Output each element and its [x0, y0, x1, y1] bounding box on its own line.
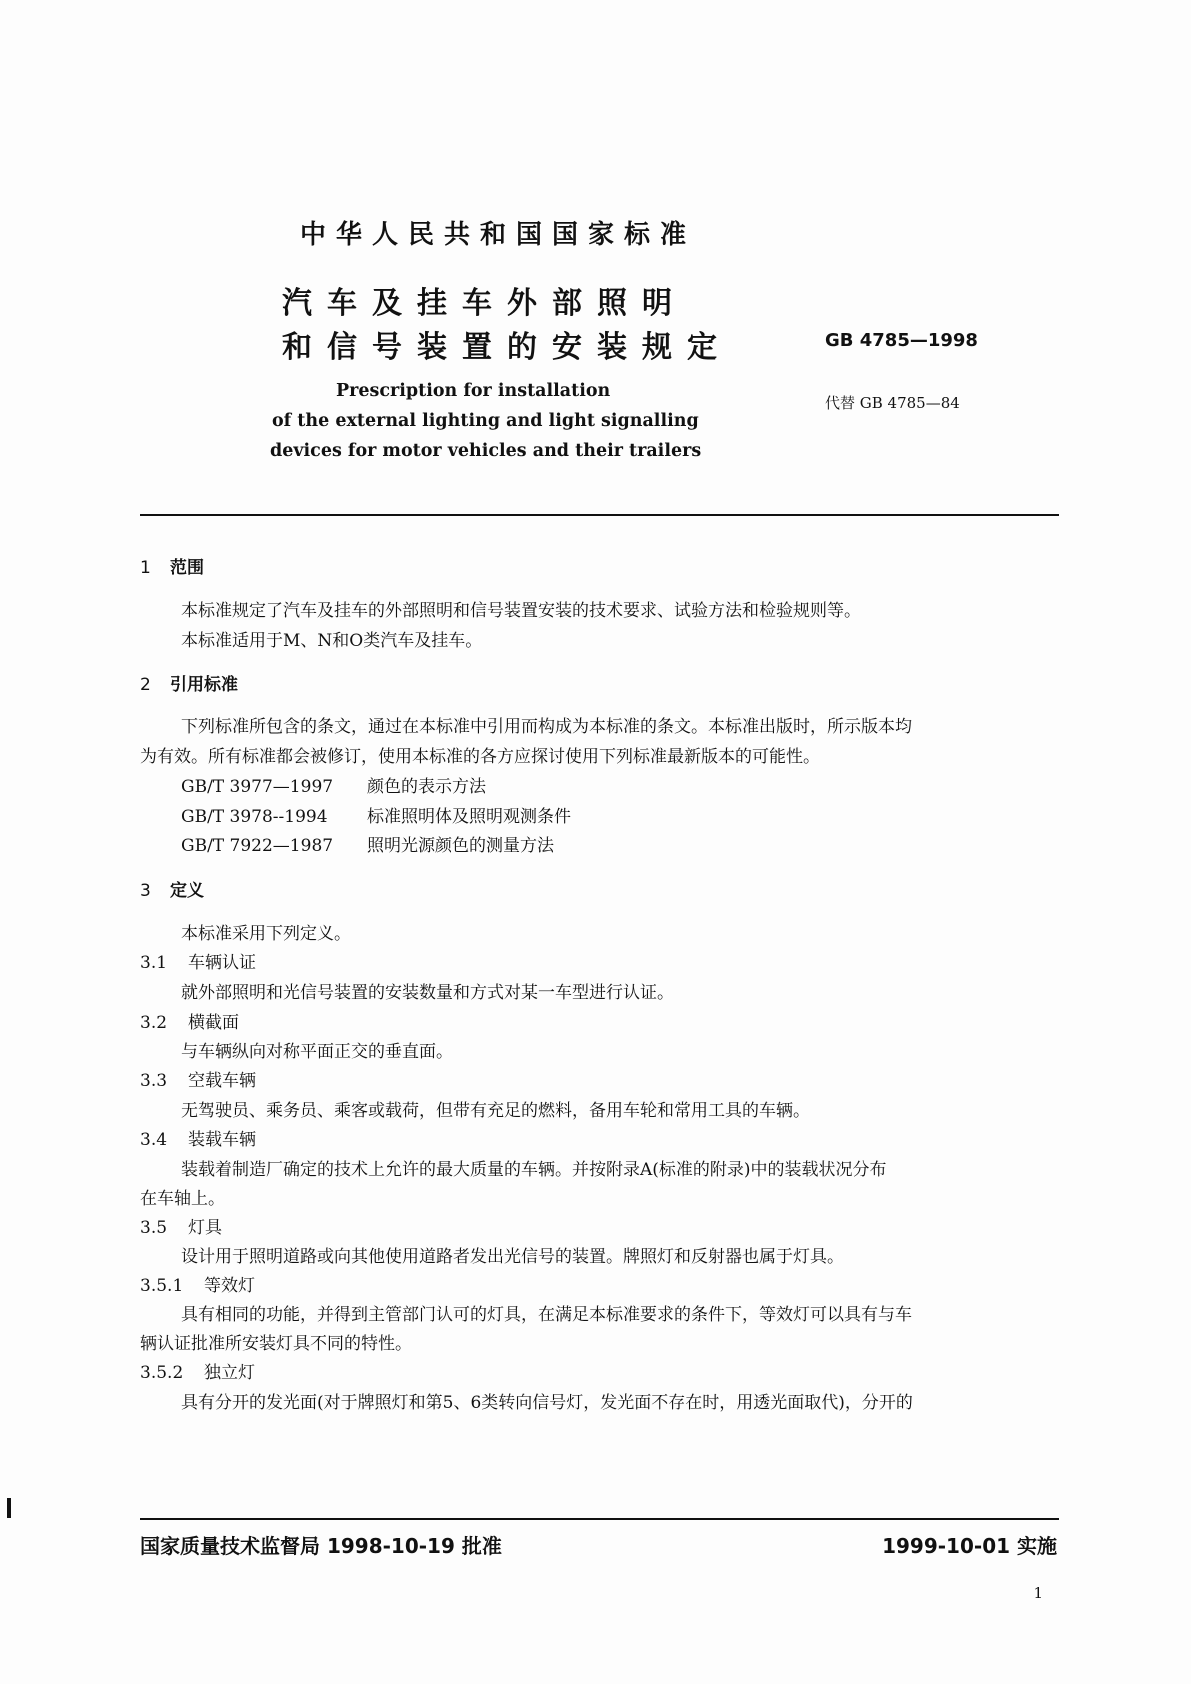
clause-heading: [140, 1271, 255, 1296]
clause-text: 设计用于照明道路或向其他使用道路者发出光信号的装置。牌照灯和反射器也属于灯具。: [181, 1247, 844, 1267]
section-title: 定义: [170, 881, 204, 901]
section-number: 2: [140, 675, 151, 695]
reference-item: [181, 772, 486, 797]
clause-title: 空载车辆: [188, 1071, 256, 1091]
page-number: 1: [1033, 1584, 1043, 1602]
paragraph: 下列标准所包含的条文，通过在本标准中引用而构成为本标准的条文。本标准出版时，所示版本均: [181, 717, 912, 737]
reference-item: [181, 831, 554, 856]
clause-number: 3.4: [140, 1130, 168, 1150]
clause-text: 具有分开的发光面(对于牌照灯和第5、6类转向信号灯，发光面不存在时，用透光面取代)，分开的: [181, 1393, 913, 1413]
clause-heading: [140, 1066, 256, 1091]
chinese-title-line-2: 和信号装置的安装规定: [282, 330, 732, 365]
reference-title: 照明光源颜色的测量方法: [367, 836, 554, 856]
clause-title: 车辆认证: [188, 953, 256, 973]
chinese-title-line-1: 汽车及挂车外部照明: [282, 286, 687, 321]
clause-title: 等效灯: [204, 1276, 255, 1296]
header-divider: [140, 514, 1059, 516]
clause-text: 就外部照明和光信号装置的安装数量和方式对某一车型进行认证。: [181, 983, 674, 1003]
scan-margin-mark: [7, 1498, 11, 1518]
clause-number: 3.3: [140, 1071, 168, 1091]
clause-text: 无驾驶员、乘务员、乘客或载荷，但带有充足的燃料，备用车轮和常用工具的车辆。: [181, 1101, 810, 1121]
section-title: 范围: [170, 558, 204, 578]
country-standard-heading: 中华人民共和国国家标准: [300, 220, 697, 250]
reference-title: 标准照明体及照明观测条件: [367, 807, 571, 827]
reference-code: GB/T 3977—1997: [181, 777, 334, 797]
clause-number: 3.5: [140, 1218, 168, 1238]
section-title: 引用标准: [170, 675, 238, 695]
effective-date: 1999-10-01 实施: [882, 1534, 1057, 1558]
standard-code: GB 4785—1998: [825, 330, 978, 351]
paragraph-continuation: 为有效。所有标准都会被修订，使用本标准的各方应探讨使用下列标准最新版本的可能性。: [140, 747, 820, 767]
footer-divider: [140, 1518, 1059, 1520]
clause-heading: [140, 948, 256, 973]
clause-heading: [140, 1125, 256, 1150]
section-number: 1: [140, 558, 151, 578]
section-2-heading: [140, 670, 238, 695]
reference-code: GB/T 7922—1987: [181, 836, 334, 856]
section-1-heading: [140, 553, 204, 578]
issued-by: 国家质量技术监督局 1998-10-19 批准: [140, 1534, 502, 1558]
paragraph: 本标准采用下列定义。: [181, 924, 351, 944]
clause-number: 3.5.2: [140, 1363, 184, 1383]
clause-heading: [140, 1358, 255, 1383]
clause-text: 具有相同的功能，并得到主管部门认可的灯具，在满足本标准要求的条件下，等效灯可以具有与车: [181, 1305, 912, 1325]
clause-number: 3.5.1: [140, 1276, 184, 1296]
clause-text: 装载着制造厂确定的技术上允许的最大质量的车辆。并按附录A(标准的附录)中的装载状况分布: [181, 1160, 887, 1180]
clause-heading: [140, 1213, 222, 1238]
clause-heading: [140, 1008, 239, 1033]
paragraph: 本标准适用于M、N和O类汽车及挂车。: [181, 631, 483, 651]
english-title-line-1: Prescription for installation: [336, 381, 611, 401]
reference-code: GB/T 3978--1994: [181, 807, 328, 827]
english-title-line-2: of the external lighting and light signalling: [272, 411, 699, 431]
section-3-heading: [140, 876, 204, 901]
replaces-standard: 代替 GB 4785—84: [825, 394, 960, 412]
clause-text-continuation: 在车轴上。: [140, 1189, 225, 1209]
reference-item: [181, 802, 571, 827]
clause-number: 3.1: [140, 953, 168, 973]
clause-title: 灯具: [188, 1218, 222, 1238]
clause-title: 独立灯: [204, 1363, 255, 1383]
paragraph: 本标准规定了汽车及挂车的外部照明和信号装置安装的技术要求、试验方法和检验规则等。: [181, 601, 861, 621]
clause-number: 3.2: [140, 1013, 168, 1033]
clause-title: 装载车辆: [188, 1130, 256, 1150]
clause-title: 横截面: [188, 1013, 239, 1033]
clause-text-continuation: 辆认证批准所安装灯具不同的特性。: [140, 1334, 412, 1354]
reference-title: 颜色的表示方法: [367, 777, 486, 797]
section-number: 3: [140, 881, 151, 901]
english-title-line-3: devices for motor vehicles and their trailers: [270, 441, 702, 461]
clause-text: 与车辆纵向对称平面正交的垂直面。: [181, 1042, 453, 1062]
